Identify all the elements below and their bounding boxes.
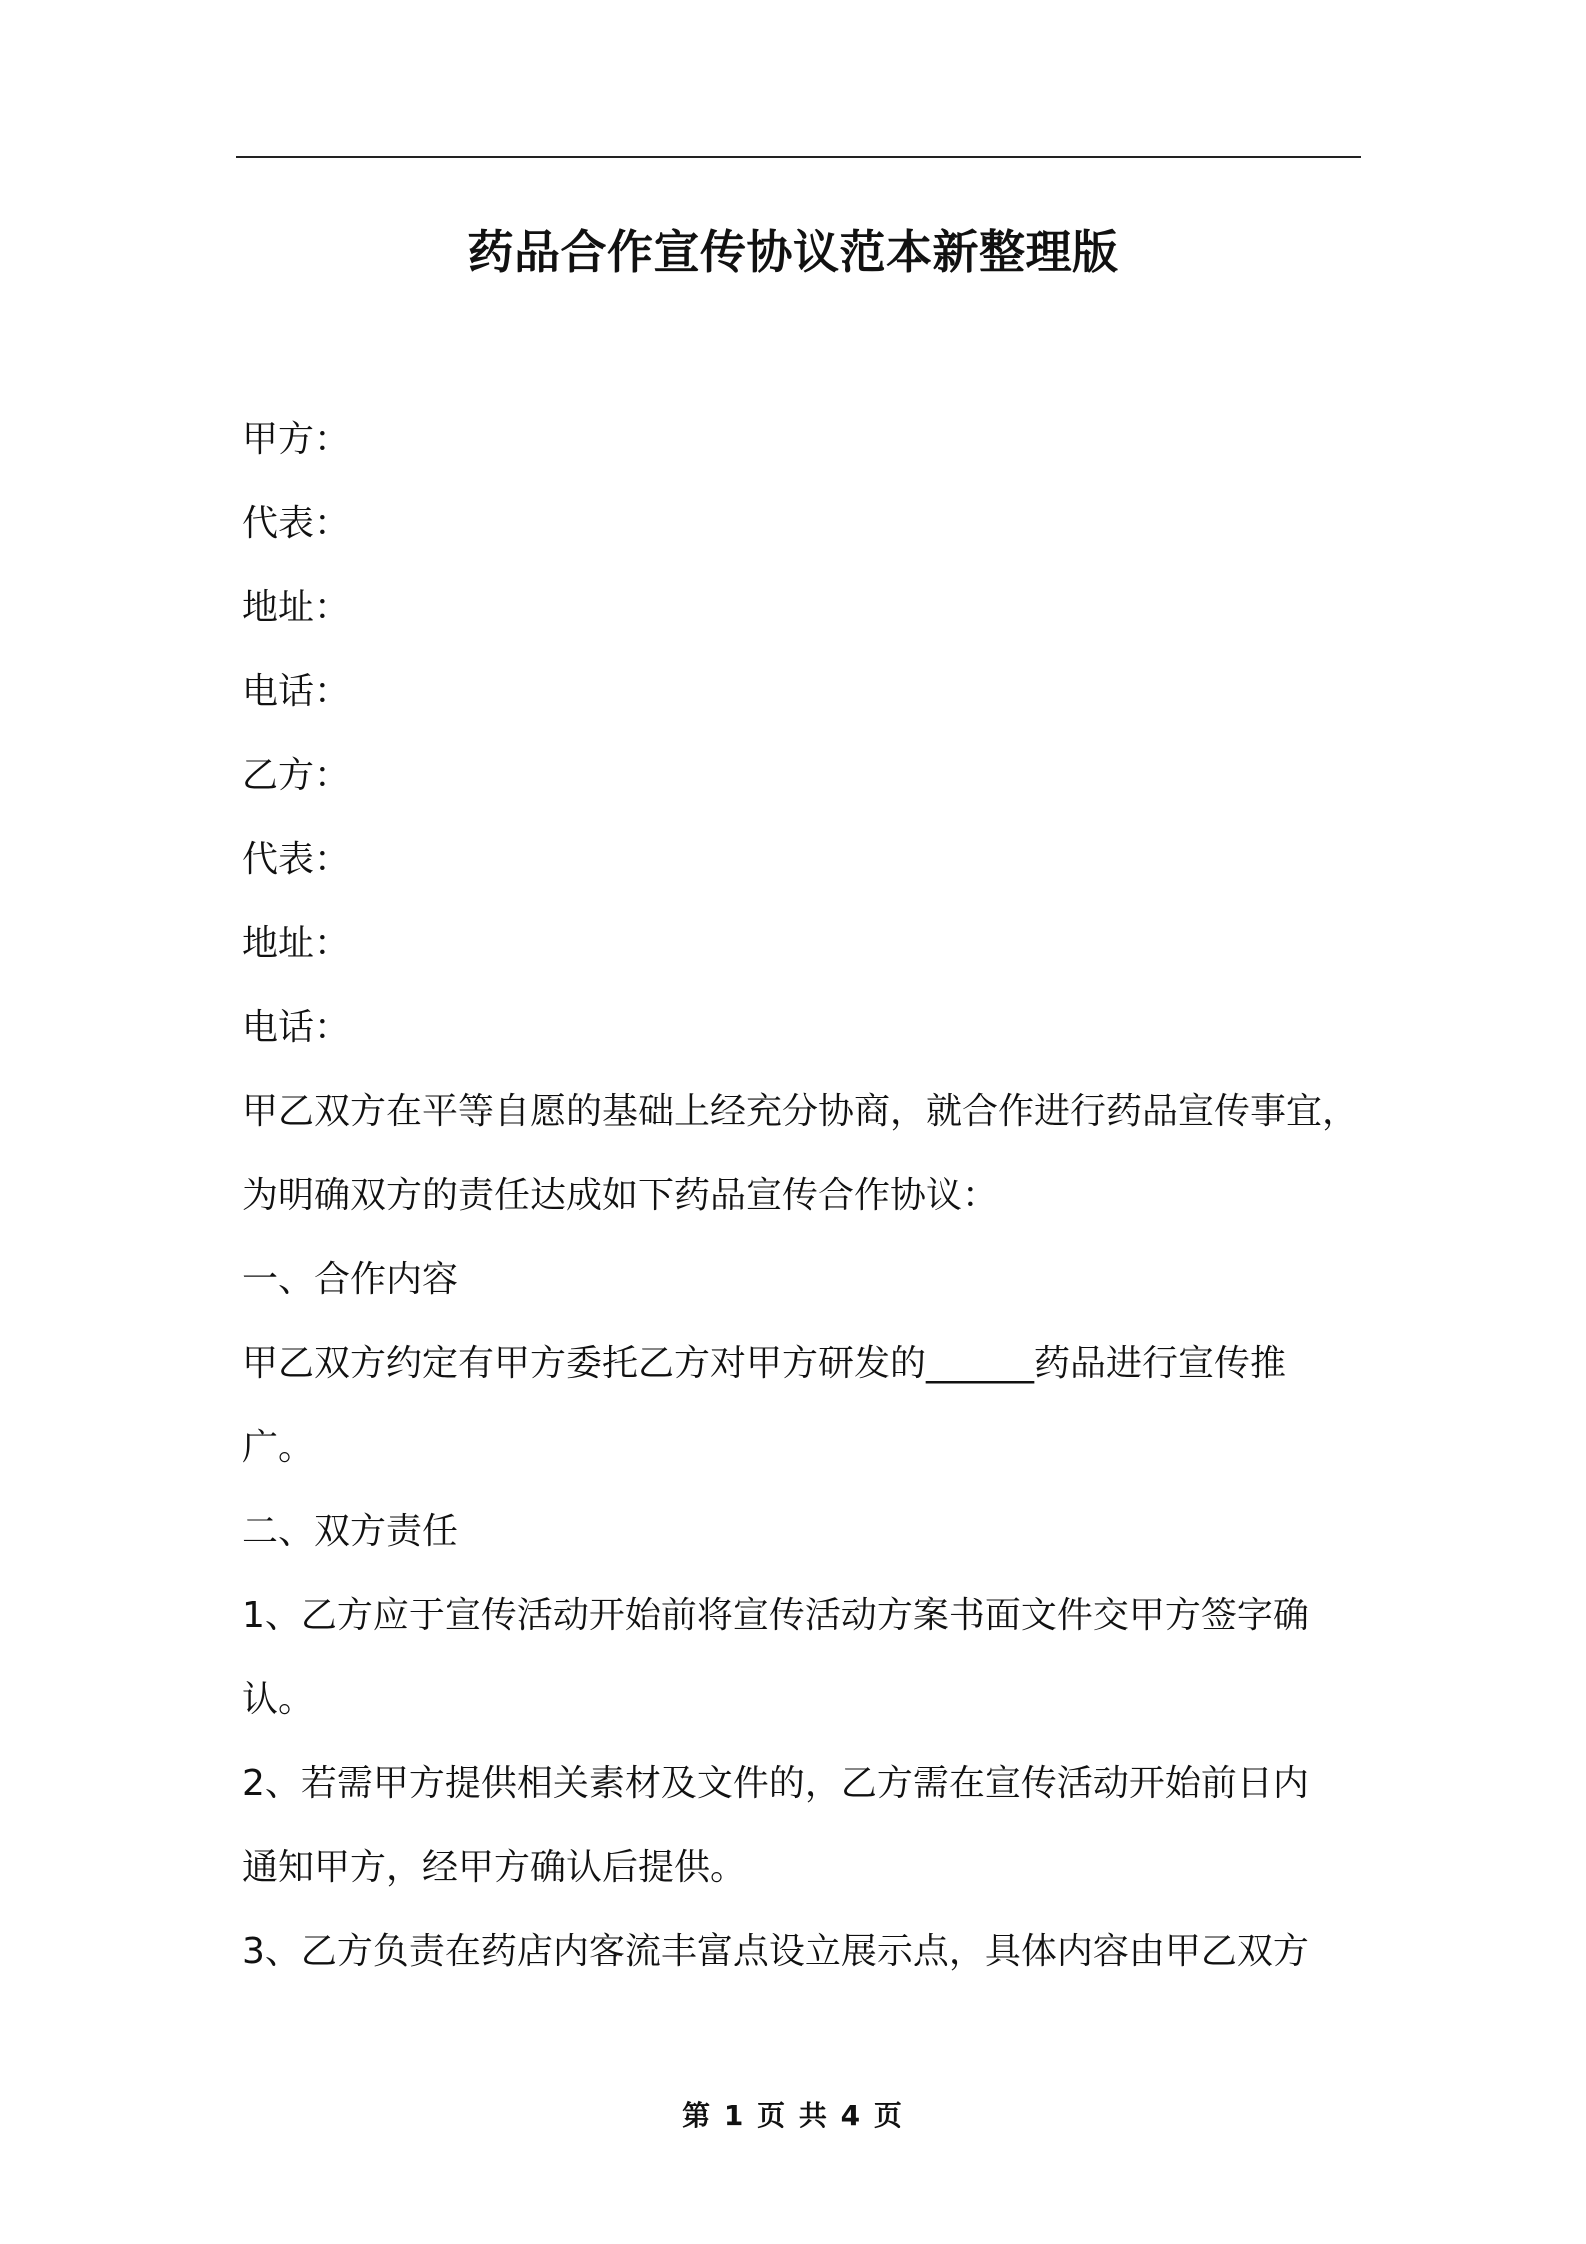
preamble-line-2: 为明确双方的责任达成如下药品宣传合作协议：	[242, 1175, 999, 1216]
cooperation-text-line-1: 甲乙双方约定有甲方委托乙方对甲方研发的______药品进行宣传推	[242, 1343, 1287, 1384]
party-b-phone-label: 电话：	[242, 1007, 351, 1048]
section-heading-responsibilities: 二、双方责任	[242, 1511, 459, 1552]
section-heading-cooperation: 一、合作内容	[242, 1259, 459, 1300]
clause-2-line-1: 2、若需甲方提供相关素材及文件的，乙方需在宣传活动开始前日内	[242, 1763, 1309, 1804]
party-a-phone-label: 电话：	[242, 671, 351, 712]
clause-1-line-1: 1、乙方应于宣传活动开始前将宣传活动方案书面文件交甲方签字确	[242, 1595, 1309, 1636]
document-body	[242, 398, 1382, 1994]
preamble-line-1: 甲乙双方在平等自愿的基础上经充分协商，就合作进行药品宣传事宜，	[242, 1091, 1359, 1132]
clause-2-line-2: 通知甲方，经甲方确认后提供。	[242, 1847, 747, 1888]
party-a-label: 甲方：	[242, 419, 351, 460]
party-b-label: 乙方：	[242, 755, 351, 796]
party-a-representative-label: 代表：	[242, 503, 351, 544]
clause-1-line-2: 认。	[242, 1679, 315, 1720]
clause-3-line-1: 3、乙方负责在药店内客流丰富点设立展示点，具体内容由甲乙双方	[242, 1931, 1309, 1972]
party-a-address-label: 地址：	[242, 587, 351, 628]
page-indicator: 第 1 页 共 4 页	[682, 2099, 904, 2132]
party-b-address-label: 地址：	[242, 923, 351, 964]
party-b-representative-label: 代表：	[242, 839, 351, 880]
cooperation-text-line-2: 广。	[242, 1427, 315, 1468]
header-rule	[236, 156, 1361, 158]
document-title: 药品合作宣传协议范本新整理版	[467, 225, 1119, 279]
